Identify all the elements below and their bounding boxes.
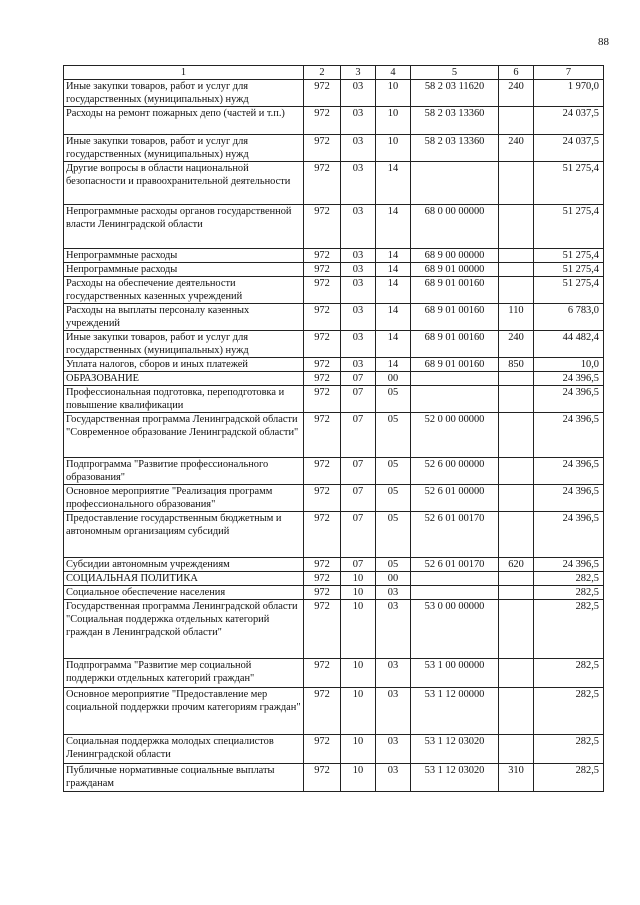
expense-type-cell: 850 <box>499 358 534 372</box>
amount-cell: 51 275,4 <box>534 249 604 263</box>
table-row <box>64 512 604 558</box>
amount-cell: 282,5 <box>534 688 604 735</box>
ministry-code-cell: 972 <box>304 80 341 107</box>
section-cell: 03 <box>341 263 376 277</box>
section-cell: 07 <box>341 485 376 512</box>
target-article-cell: 68 9 01 00160 <box>411 358 499 372</box>
table-row <box>64 205 604 249</box>
table-row <box>64 485 604 512</box>
target-article-cell: 68 9 00 00000 <box>411 249 499 263</box>
row-name-cell: Социальная поддержка молодых специалистов Ленинградской области <box>64 735 304 764</box>
table-row <box>64 413 604 458</box>
ministry-code-cell: 972 <box>304 558 341 572</box>
amount-cell: 24 396,5 <box>534 386 604 413</box>
section-cell: 07 <box>341 458 376 485</box>
table-row <box>64 277 604 304</box>
expense-type-cell <box>499 249 534 263</box>
target-article-cell: 58 2 03 13360 <box>411 107 499 135</box>
ministry-code-cell: 972 <box>304 512 341 558</box>
expense-type-cell <box>499 107 534 135</box>
column-header: 2 <box>304 66 341 80</box>
table-row <box>64 304 604 331</box>
target-article-cell <box>411 162 499 205</box>
subsection-cell: 03 <box>376 688 411 735</box>
subsection-cell: 14 <box>376 331 411 358</box>
section-cell: 10 <box>341 586 376 600</box>
column-header: 5 <box>411 66 499 80</box>
table-body <box>64 80 604 792</box>
row-name-cell: СОЦИАЛЬНАЯ ПОЛИТИКА <box>64 572 304 586</box>
ministry-code-cell: 972 <box>304 688 341 735</box>
section-cell: 03 <box>341 304 376 331</box>
amount-cell: 51 275,4 <box>534 277 604 304</box>
target-article-cell: 52 6 01 00170 <box>411 558 499 572</box>
expense-type-cell: 240 <box>499 135 534 162</box>
subsection-cell: 03 <box>376 586 411 600</box>
ministry-code-cell: 972 <box>304 458 341 485</box>
expense-type-cell <box>499 485 534 512</box>
table-row <box>64 249 604 263</box>
row-name-cell: Публичные нормативные социальные выплаты гражданам <box>64 764 304 792</box>
amount-cell: 51 275,4 <box>534 162 604 205</box>
expense-type-cell <box>499 205 534 249</box>
table-row <box>64 764 604 792</box>
ministry-code-cell: 972 <box>304 372 341 386</box>
target-article-cell: 68 9 01 00160 <box>411 304 499 331</box>
expense-type-cell <box>499 162 534 205</box>
subsection-cell: 05 <box>376 413 411 458</box>
subsection-cell: 05 <box>376 458 411 485</box>
table-row <box>64 162 604 205</box>
amount-cell: 1 970,0 <box>534 80 604 107</box>
row-name-cell: Иные закупки товаров, работ и услуг для государственных (муниципальных) нужд <box>64 331 304 358</box>
row-name-cell: Непрограммные расходы органов государственной власти Ленинградской области <box>64 205 304 249</box>
target-article-cell: 58 2 03 11620 <box>411 80 499 107</box>
row-name-cell: Подпрограмма "Развитие мер социальной поддержки отдельных категорий граждан" <box>64 659 304 688</box>
section-cell: 03 <box>341 107 376 135</box>
ministry-code-cell: 972 <box>304 735 341 764</box>
subsection-cell: 14 <box>376 358 411 372</box>
expense-type-cell <box>499 735 534 764</box>
target-article-cell: 68 9 01 00160 <box>411 331 499 358</box>
target-article-cell <box>411 572 499 586</box>
table-row <box>64 572 604 586</box>
row-name-cell: Уплата налогов, сборов и иных платежей <box>64 358 304 372</box>
row-name-cell: Профессиональная подготовка, переподготовка и повышение квалификации <box>64 386 304 413</box>
amount-cell: 282,5 <box>534 659 604 688</box>
amount-cell: 51 275,4 <box>534 263 604 277</box>
expense-type-cell <box>499 586 534 600</box>
table-row <box>64 600 604 659</box>
subsection-cell: 14 <box>376 205 411 249</box>
section-cell: 03 <box>341 205 376 249</box>
target-article-cell <box>411 372 499 386</box>
row-name-cell: Иные закупки товаров, работ и услуг для государственных (муниципальных) нужд <box>64 135 304 162</box>
subsection-cell: 10 <box>376 80 411 107</box>
section-cell: 07 <box>341 386 376 413</box>
subsection-cell: 03 <box>376 600 411 659</box>
row-name-cell: Государственная программа Ленинградской области "Современное образование Ленинградской области" <box>64 413 304 458</box>
column-header: 7 <box>534 66 604 80</box>
row-name-cell: Основное мероприятие "Предоставление мер социальной поддержки прочим категориям граждан" <box>64 688 304 735</box>
row-name-cell: Иные закупки товаров, работ и услуг для государственных (муниципальных) нужд <box>64 80 304 107</box>
row-name-cell: Государственная программа Ленинградской области "Социальная поддержка отдельных категорий граждан в Ленинградской области" <box>64 600 304 659</box>
ministry-code-cell: 972 <box>304 485 341 512</box>
expense-type-cell <box>499 458 534 485</box>
section-cell: 03 <box>341 277 376 304</box>
amount-cell: 24 396,5 <box>534 413 604 458</box>
amount-cell: 6 783,0 <box>534 304 604 331</box>
row-name-cell: Непрограммные расходы <box>64 249 304 263</box>
row-name-cell: Расходы на выплаты персоналу казенных учреждений <box>64 304 304 331</box>
expense-type-cell: 240 <box>499 80 534 107</box>
expense-type-cell: 110 <box>499 304 534 331</box>
amount-cell: 282,5 <box>534 735 604 764</box>
target-article-cell: 53 1 12 03020 <box>411 735 499 764</box>
ministry-code-cell: 972 <box>304 413 341 458</box>
section-cell: 10 <box>341 572 376 586</box>
row-name-cell: Социальное обеспечение населения <box>64 586 304 600</box>
expense-type-cell <box>499 413 534 458</box>
section-cell: 07 <box>341 413 376 458</box>
subsection-cell: 14 <box>376 263 411 277</box>
expense-type-cell <box>499 600 534 659</box>
amount-cell: 10,0 <box>534 358 604 372</box>
amount-cell: 24 396,5 <box>534 372 604 386</box>
row-name-cell: Предоставление государственным бюджетным и автономным организациям субсидий <box>64 512 304 558</box>
ministry-code-cell: 972 <box>304 572 341 586</box>
ministry-code-cell: 972 <box>304 162 341 205</box>
section-cell: 10 <box>341 735 376 764</box>
table-row <box>64 358 604 372</box>
amount-cell: 24 037,5 <box>534 135 604 162</box>
subsection-cell: 14 <box>376 249 411 263</box>
subsection-cell: 10 <box>376 135 411 162</box>
expense-type-cell <box>499 572 534 586</box>
section-cell: 10 <box>341 600 376 659</box>
amount-cell: 24 037,5 <box>534 107 604 135</box>
row-name-cell: ОБРАЗОВАНИЕ <box>64 372 304 386</box>
target-article-cell: 52 6 01 00170 <box>411 512 499 558</box>
subsection-cell: 14 <box>376 277 411 304</box>
row-name-cell: Расходы на обеспечение деятельности государственных казенных учреждений <box>64 277 304 304</box>
table-row <box>64 80 604 107</box>
section-cell: 10 <box>341 764 376 792</box>
subsection-cell: 00 <box>376 372 411 386</box>
row-name-cell: Подпрограмма "Развитие профессионального образования" <box>64 458 304 485</box>
ministry-code-cell: 972 <box>304 135 341 162</box>
amount-cell: 51 275,4 <box>534 205 604 249</box>
table-row <box>64 107 604 135</box>
ministry-code-cell: 972 <box>304 304 341 331</box>
ministry-code-cell: 972 <box>304 659 341 688</box>
table-row <box>64 688 604 735</box>
table-row <box>64 558 604 572</box>
target-article-cell: 52 6 00 00000 <box>411 458 499 485</box>
expense-type-cell <box>499 372 534 386</box>
table-row <box>64 586 604 600</box>
expense-type-cell <box>499 688 534 735</box>
section-cell: 03 <box>341 331 376 358</box>
section-cell: 10 <box>341 659 376 688</box>
amount-cell: 282,5 <box>534 764 604 792</box>
section-cell: 03 <box>341 249 376 263</box>
expense-type-cell: 240 <box>499 331 534 358</box>
amount-cell: 282,5 <box>534 572 604 586</box>
target-article-cell <box>411 386 499 413</box>
section-cell: 07 <box>341 558 376 572</box>
target-article-cell: 68 0 00 00000 <box>411 205 499 249</box>
table-row <box>64 458 604 485</box>
target-article-cell <box>411 586 499 600</box>
table-row <box>64 659 604 688</box>
ministry-code-cell: 972 <box>304 263 341 277</box>
ministry-code-cell: 972 <box>304 358 341 372</box>
section-cell: 07 <box>341 512 376 558</box>
target-article-cell: 53 0 00 00000 <box>411 600 499 659</box>
expense-type-cell: 620 <box>499 558 534 572</box>
section-cell: 07 <box>341 372 376 386</box>
subsection-cell: 05 <box>376 485 411 512</box>
subsection-cell: 10 <box>376 107 411 135</box>
table-row <box>64 135 604 162</box>
target-article-cell: 52 6 01 00000 <box>411 485 499 512</box>
ministry-code-cell: 972 <box>304 600 341 659</box>
expense-type-cell <box>499 512 534 558</box>
table-row <box>64 386 604 413</box>
ministry-code-cell: 972 <box>304 586 341 600</box>
expense-type-cell <box>499 277 534 304</box>
row-name-cell: Другие вопросы в области национальной безопасности и правоохранительной деятельности <box>64 162 304 205</box>
table-header-row <box>64 66 604 80</box>
ministry-code-cell: 972 <box>304 205 341 249</box>
amount-cell: 282,5 <box>534 600 604 659</box>
amount-cell: 44 482,4 <box>534 331 604 358</box>
amount-cell: 24 396,5 <box>534 458 604 485</box>
budget-table <box>63 65 604 792</box>
subsection-cell: 00 <box>376 572 411 586</box>
target-article-cell: 58 2 03 13360 <box>411 135 499 162</box>
page-number: 88 <box>598 36 609 48</box>
row-name-cell: Непрограммные расходы <box>64 263 304 277</box>
table-row <box>64 331 604 358</box>
column-header: 4 <box>376 66 411 80</box>
section-cell: 03 <box>341 162 376 205</box>
subsection-cell: 03 <box>376 764 411 792</box>
expense-type-cell <box>499 263 534 277</box>
ministry-code-cell: 972 <box>304 331 341 358</box>
table-row <box>64 372 604 386</box>
subsection-cell: 05 <box>376 386 411 413</box>
row-name-cell: Расходы на ремонт пожарных депо (частей и т.п.) <box>64 107 304 135</box>
ministry-code-cell: 972 <box>304 386 341 413</box>
ministry-code-cell: 972 <box>304 277 341 304</box>
ministry-code-cell: 972 <box>304 249 341 263</box>
amount-cell: 24 396,5 <box>534 485 604 512</box>
section-cell: 10 <box>341 688 376 735</box>
table-row <box>64 263 604 277</box>
subsection-cell: 03 <box>376 735 411 764</box>
expense-type-cell <box>499 659 534 688</box>
section-cell: 03 <box>341 80 376 107</box>
column-header: 3 <box>341 66 376 80</box>
subsection-cell: 03 <box>376 659 411 688</box>
subsection-cell: 14 <box>376 162 411 205</box>
section-cell: 03 <box>341 358 376 372</box>
target-article-cell: 53 1 12 03020 <box>411 764 499 792</box>
section-cell: 03 <box>341 135 376 162</box>
target-article-cell: 68 9 01 00000 <box>411 263 499 277</box>
target-article-cell: 53 1 12 00000 <box>411 688 499 735</box>
expense-type-cell <box>499 386 534 413</box>
column-header: 1 <box>64 66 304 80</box>
subsection-cell: 05 <box>376 558 411 572</box>
subsection-cell: 14 <box>376 304 411 331</box>
amount-cell: 282,5 <box>534 586 604 600</box>
expense-type-cell: 310 <box>499 764 534 792</box>
target-article-cell: 53 1 00 00000 <box>411 659 499 688</box>
amount-cell: 24 396,5 <box>534 558 604 572</box>
column-header: 6 <box>499 66 534 80</box>
subsection-cell: 05 <box>376 512 411 558</box>
target-article-cell: 68 9 01 00160 <box>411 277 499 304</box>
ministry-code-cell: 972 <box>304 764 341 792</box>
ministry-code-cell: 972 <box>304 107 341 135</box>
amount-cell: 24 396,5 <box>534 512 604 558</box>
row-name-cell: Основное мероприятие "Реализация программ профессионального образования" <box>64 485 304 512</box>
table-row <box>64 735 604 764</box>
row-name-cell: Субсидии автономным учреждениям <box>64 558 304 572</box>
target-article-cell: 52 0 00 00000 <box>411 413 499 458</box>
